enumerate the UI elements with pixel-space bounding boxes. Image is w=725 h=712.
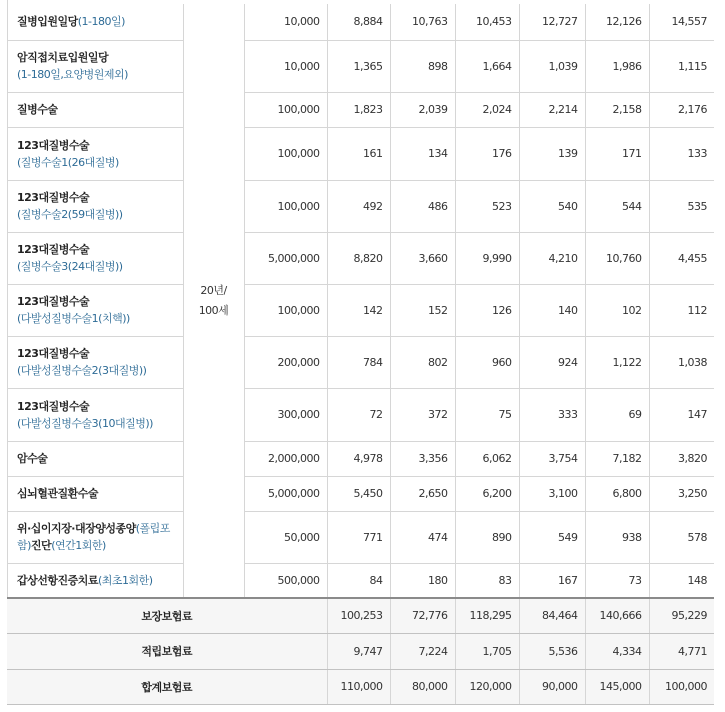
table-row — [7, 4, 714, 40]
premium-value: 2,176 — [649, 92, 714, 127]
premium-value: 771 — [327, 511, 390, 563]
table-body — [7, 4, 714, 704]
coverage-note: (질병수술2(59대질병)) — [17, 208, 123, 221]
premium-value: 69 — [585, 388, 649, 441]
premium-value: 4,455 — [649, 232, 714, 284]
summary-value: 72,776 — [390, 598, 455, 633]
premium-value: 176 — [455, 127, 519, 180]
premium-value: 2,214 — [519, 92, 585, 127]
table-row — [7, 441, 714, 476]
premium-value: 1,823 — [327, 92, 390, 127]
table-row — [7, 232, 714, 284]
coverage-note: (질병수술3(24대질병)) — [17, 260, 123, 273]
table-row — [7, 511, 714, 563]
premium-value: 10,453 — [455, 4, 519, 40]
premium-value: 148 — [649, 563, 714, 598]
summary-value: 140,666 — [585, 598, 649, 633]
summary-value: 95,229 — [649, 598, 714, 633]
premium-value: 960 — [455, 336, 519, 388]
premium-value: 3,754 — [519, 441, 585, 476]
premium-value: 83 — [455, 563, 519, 598]
coverage-note: (1-180일) — [77, 15, 125, 29]
summary-row — [7, 598, 714, 633]
summary-label: 합계보험료 — [7, 669, 327, 704]
premium-value: 2,650 — [390, 476, 455, 511]
coverage-amount: 100,000 — [244, 127, 327, 180]
premium-value: 544 — [585, 180, 649, 232]
coverage-name: 암직접치료입원일당 — [17, 51, 109, 64]
summary-value: 145,000 — [585, 669, 649, 704]
table-row — [7, 388, 714, 441]
coverage-note: (1-180일,요양병원제외) — [17, 68, 128, 81]
premium-value: 171 — [585, 127, 649, 180]
premium-value: 540 — [519, 180, 585, 232]
premium-value: 1,038 — [649, 336, 714, 388]
coverage-note: (최초1회한) — [98, 573, 153, 587]
summary-value: 120,000 — [455, 669, 519, 704]
coverage-note: (폴립포 — [135, 522, 170, 535]
premium-value: 938 — [585, 511, 649, 563]
coverage-name-line2: 진단 — [30, 539, 52, 552]
premium-value: 6,062 — [455, 441, 519, 476]
summary-label: 적립보험료 — [7, 633, 327, 669]
summary-value: 5,536 — [519, 633, 585, 669]
coverage-name-cell — [7, 127, 183, 180]
coverage-name: 암수술 — [17, 452, 48, 465]
coverage-amount: 100,000 — [244, 180, 327, 232]
coverage-name-cell — [7, 4, 183, 40]
summary-value: 118,295 — [455, 598, 519, 633]
premium-value: 126 — [455, 284, 519, 336]
premium-value: 3,660 — [390, 232, 455, 284]
summary-value: 100,000 — [649, 669, 714, 704]
period-label: 20년/ — [200, 283, 227, 297]
table-row — [7, 92, 714, 127]
premium-value: 8,884 — [327, 4, 390, 40]
period-cell — [183, 4, 244, 598]
premium-value: 139 — [519, 127, 585, 180]
summary-value: 7,224 — [390, 633, 455, 669]
premium-value: 2,039 — [390, 92, 455, 127]
coverage-name-cell — [7, 336, 183, 388]
table-row — [7, 336, 714, 388]
premium-value: 133 — [649, 127, 714, 180]
premium-value: 924 — [519, 336, 585, 388]
coverage-name: 123대질병수술 — [17, 243, 90, 256]
coverage-name-cell — [7, 388, 183, 441]
premium-value: 2,158 — [585, 92, 649, 127]
coverage-note: (다발성질병수술3(10대질병)) — [17, 416, 153, 430]
coverage-name-cell — [7, 180, 183, 232]
premium-value: 6,800 — [585, 476, 649, 511]
table-row — [7, 127, 714, 180]
premium-value: 1,365 — [327, 40, 390, 92]
summary-value: 4,334 — [585, 633, 649, 669]
premium-value: 180 — [390, 563, 455, 598]
premium-value: 4,210 — [519, 232, 585, 284]
premium-value: 10,760 — [585, 232, 649, 284]
coverage-amount: 100,000 — [244, 284, 327, 336]
premium-value: 535 — [649, 180, 714, 232]
premium-value: 802 — [390, 336, 455, 388]
coverage-amount: 50,000 — [244, 511, 327, 563]
period-label: 100세 — [198, 303, 229, 317]
coverage-name: 갑상선항진증치료 — [17, 573, 99, 587]
summary-value: 9,747 — [327, 633, 390, 669]
coverage-note: (질병수술1(26대질병) — [17, 155, 119, 169]
coverage-amount: 10,000 — [244, 4, 327, 40]
summary-row — [7, 633, 714, 669]
coverage-note: (다발성질병수술1(치핵)) — [17, 312, 130, 325]
premium-value: 890 — [455, 511, 519, 563]
premium-value: 7,182 — [585, 441, 649, 476]
premium-value: 523 — [455, 180, 519, 232]
premium-value: 333 — [519, 388, 585, 441]
premium-value: 12,126 — [585, 4, 649, 40]
premium-value: 167 — [519, 563, 585, 598]
premium-value: 8,820 — [327, 232, 390, 284]
premium-value: 1,986 — [585, 40, 649, 92]
coverage-amount: 300,000 — [244, 388, 327, 441]
coverage-amount: 500,000 — [244, 563, 327, 598]
coverage-name: 123대질병수술 — [17, 191, 90, 204]
premium-value: 102 — [585, 284, 649, 336]
premium-value: 84 — [327, 563, 390, 598]
premium-value: 3,250 — [649, 476, 714, 511]
coverage-name-cell — [7, 511, 183, 563]
summary-value: 90,000 — [519, 669, 585, 704]
premium-value: 152 — [390, 284, 455, 336]
summary-value: 110,000 — [327, 669, 390, 704]
coverage-name: 위·십이지장·대장양성종양 — [17, 522, 136, 535]
table-row — [7, 40, 714, 92]
premium-value: 1,039 — [519, 40, 585, 92]
premium-value: 898 — [390, 40, 455, 92]
premium-table — [7, 4, 714, 705]
table-row — [7, 476, 714, 511]
coverage-amount: 5,000,000 — [244, 232, 327, 284]
coverage-name: 123대질병수술 — [17, 138, 90, 152]
summary-value: 80,000 — [390, 669, 455, 704]
coverage-name-cell — [7, 284, 183, 336]
premium-value: 161 — [327, 127, 390, 180]
coverage-name: 123대질병수술 — [17, 399, 90, 413]
coverage-amount: 5,000,000 — [244, 476, 327, 511]
coverage-name: 질병입원일당 — [17, 15, 78, 29]
premium-value: 3,356 — [390, 441, 455, 476]
premium-value: 9,990 — [455, 232, 519, 284]
premium-value: 14,557 — [649, 4, 714, 40]
premium-value: 10,763 — [390, 4, 455, 40]
premium-value: 372 — [390, 388, 455, 441]
table-row — [7, 180, 714, 232]
coverage-amount: 200,000 — [244, 336, 327, 388]
premium-value: 73 — [585, 563, 649, 598]
summary-label: 보장보험료 — [7, 598, 327, 633]
coverage-name-cell — [7, 92, 183, 127]
table-row — [7, 284, 714, 336]
coverage-note: 함) — [17, 539, 31, 552]
summary-row — [7, 669, 714, 704]
premium-value: 12,727 — [519, 4, 585, 40]
premium-value: 147 — [649, 388, 714, 441]
coverage-name: 질병수술 — [17, 103, 58, 116]
coverage-name-cell — [7, 441, 183, 476]
coverage-amount: 2,000,000 — [244, 441, 327, 476]
table-row — [7, 563, 714, 598]
premium-value: 75 — [455, 388, 519, 441]
premium-value: 1,115 — [649, 40, 714, 92]
premium-value: 578 — [649, 511, 714, 563]
coverage-note: (연간1회한) — [51, 539, 106, 552]
premium-value: 3,820 — [649, 441, 714, 476]
summary-value: 100,253 — [327, 598, 390, 633]
coverage-name: 123대질병수술 — [17, 295, 90, 308]
coverage-name: 심뇌혈관질환수술 — [17, 487, 99, 500]
coverage-amount: 100,000 — [244, 92, 327, 127]
premium-value: 1,664 — [455, 40, 519, 92]
premium-value: 1,122 — [585, 336, 649, 388]
premium-value: 5,450 — [327, 476, 390, 511]
premium-value: 549 — [519, 511, 585, 563]
premium-value: 142 — [327, 284, 390, 336]
premium-value: 486 — [390, 180, 455, 232]
premium-value: 492 — [327, 180, 390, 232]
premium-value: 3,100 — [519, 476, 585, 511]
coverage-name: 123대질병수술 — [17, 347, 90, 360]
premium-value: 72 — [327, 388, 390, 441]
premium-value: 784 — [327, 336, 390, 388]
summary-value: 84,464 — [519, 598, 585, 633]
premium-value: 140 — [519, 284, 585, 336]
coverage-name-cell — [7, 40, 183, 92]
coverage-name-cell — [7, 232, 183, 284]
summary-value: 4,771 — [649, 633, 714, 669]
coverage-name-cell — [7, 563, 183, 598]
premium-value: 6,200 — [455, 476, 519, 511]
premium-value: 2,024 — [455, 92, 519, 127]
premium-value: 474 — [390, 511, 455, 563]
coverage-name-cell — [7, 476, 183, 511]
premium-value: 112 — [649, 284, 714, 336]
premium-value: 134 — [390, 127, 455, 180]
summary-value: 1,705 — [455, 633, 519, 669]
premium-value: 4,978 — [327, 441, 390, 476]
coverage-amount: 10,000 — [244, 40, 327, 92]
coverage-note: (다발성질병수술2(3대질병)) — [17, 364, 147, 377]
